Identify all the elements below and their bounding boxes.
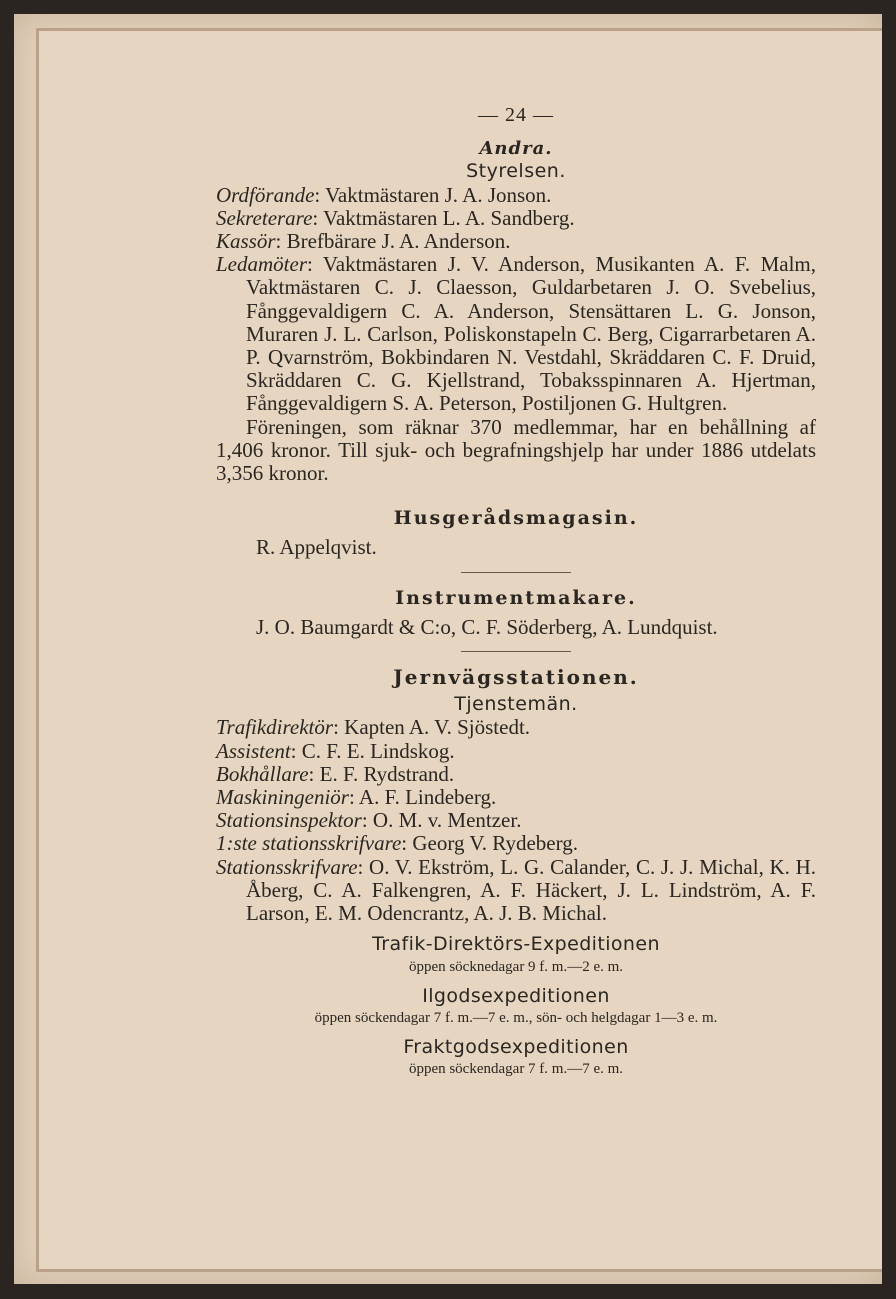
page-content [216,104,816,1079]
entry-text: : O. M. v. Mentzer. [361,808,522,833]
entry-text: : Kapten A. V. Sjöstedt. [333,715,531,740]
office-name-fraktgods: Fraktgodsexpeditionen [403,1035,629,1058]
entry-text: : A. F. Lindeberg. [348,785,497,810]
role-label: Maskiningeniör [216,785,349,810]
entry-ledamoter [216,253,816,415]
section-title-jernvagsstationen: Jernvägsstationen. [393,665,639,690]
divider [461,651,571,652]
subheading-tjensteman: Tjenstemän. [454,693,578,716]
divider [461,572,571,573]
office-hours-trafik: öppen söcknedagar 9 f. m.—2 e. m. [408,958,624,975]
section-title-husgeradsmagasin: Husgerådsmagasin. [393,507,639,530]
role-label: Ordförande [216,182,315,207]
entry-stationsskrifvare [216,856,816,926]
entry-kassor [216,230,816,253]
role-label: Stationsinspektor [216,808,362,833]
role-label: 1:ste stationsskrifvare [216,831,402,856]
entry-assistent [216,740,816,763]
entry-text: : C. F. E. Lindskog. [290,738,455,763]
entry-forste-stationsskrifvare [216,832,816,855]
role-label: Sekreterare [216,205,313,230]
entry-text: : Vaktmästaren J. A. Jonson. [314,182,552,207]
role-label: Ledamöter [216,252,307,277]
role-label: Trafikdirektör [216,715,334,740]
entry-bokhallare [216,763,816,786]
entry-maskiningenior [216,786,816,809]
entry-ordforande [216,184,816,207]
office-hours-fraktgods: öppen söckendagar 7 f. m.—7 e. m. [408,1060,624,1077]
entry-trafikdirektor [216,716,816,739]
office-name-trafik: Trafik-Direktörs-Expeditionen [372,933,660,956]
entry-text: : Georg V. Rydeberg. [401,831,578,856]
text-husgeradsmagasin: R. Appelqvist. [256,535,377,560]
paragraph-foreningen: Föreningen, som räknar 370 medlemmar, har en behållning af 1,406 kronor. Till sjuk- och begrafningshjelp har under 1886 utdelats 3,356 kronor. [216,414,816,486]
entry-text: : O. V. Ekström, L. G. Calander, C. J. J. Michal, K. H. Åberg, C. A. Falkengren, A. F. Häckert, J. L. Lindström, A. F. Larson, E. M. Odencrantz, A. J. B. Michal. [246,854,816,926]
subheading-styrelsen: Styrelsen. [466,160,566,183]
role-label: Bokhållare [216,761,309,786]
entry-text: : Vaktmästaren J. V. Anderson, Musikanten A. F. Malm, Vaktmästaren C. J. Claesson, Guldarbetaren J. O. Svebelius, Fånggevaldigern C. A. Anderson, Stensättaren L. G. Jonson, Muraren J. L. Carlson, Poliskonstapeln C. Berg, Cigarrarbetaren A. P. Qvarnström, Bokbindaren N. Vestdahl, Skräddaren C. F. Druid, Skräddaren C. G. Kjellstrand, Tobaksspinnaren A. Hjertman, Fånggevaldigern S. A. Peterson, Postiljonen G. Hultgren. [246,252,816,416]
section-title-andra: Andra. [479,138,553,160]
entry-stationsinspektor [216,809,816,832]
book-page [14,14,882,1284]
entry-text: : Brefbärare J. A. Anderson. [275,229,511,254]
page-number: — 24 — [478,104,554,126]
office-hours-ilgods: öppen söckendagar 7 f. m.—7 e. m., sön- och helgdagar 1—3 e. m. [314,1009,718,1026]
entry-sekreterare [216,207,816,230]
role-label: Assistent [216,738,291,763]
entry-text: : E. F. Rydstrand. [308,761,455,786]
text-instrumentmakare: J. O. Baumgardt & C:o, C. F. Söderberg, A. Lundquist. [256,614,718,639]
entry-text: : Vaktmästaren L. A. Sandberg. [312,205,575,230]
office-name-ilgods: Ilgodsexpeditionen [422,984,610,1007]
role-label: Stationsskrifvare [216,854,358,879]
section-title-instrumentmakare: Instrumentmakare. [395,586,637,609]
role-label: Kassör [216,229,276,254]
